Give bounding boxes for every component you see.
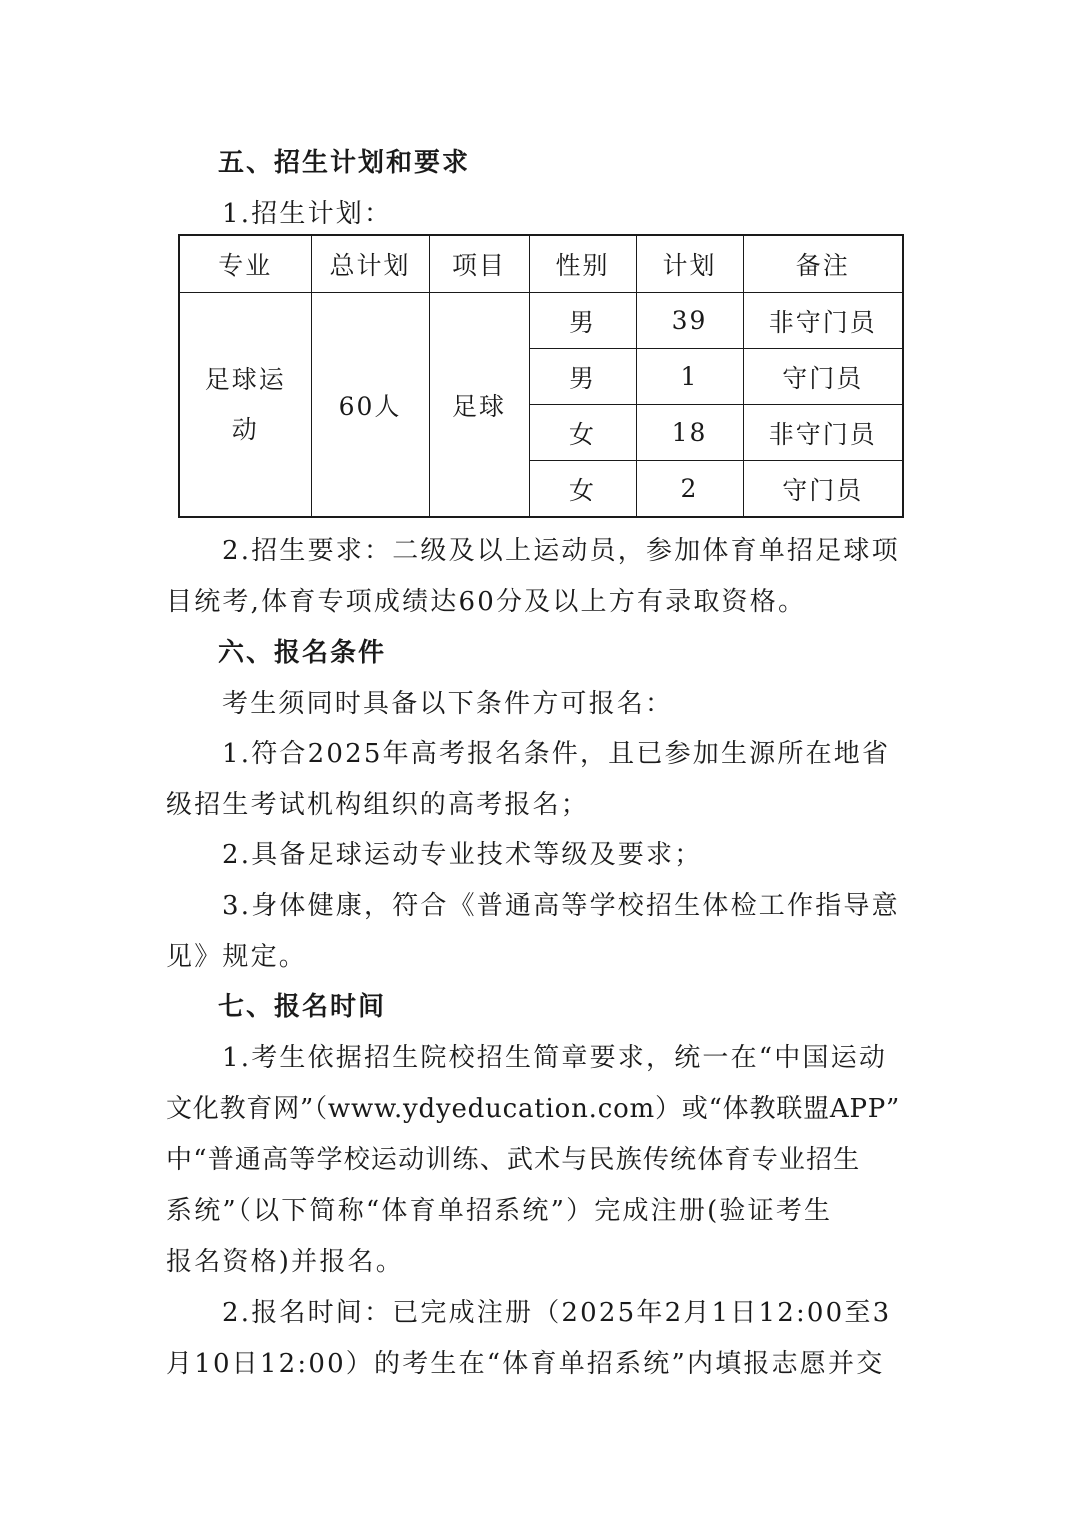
- plan-label: 1.招生计划：: [222, 199, 393, 229]
- cell-total: 60人: [311, 293, 429, 518]
- cell-note: 守门员: [743, 461, 903, 518]
- cell-plan: 1: [636, 349, 743, 405]
- registration-2-line-1: 2.报名时间：已完成注册（2025年2月1日12:00至3: [222, 1298, 892, 1328]
- cell-item: 足球: [429, 293, 529, 518]
- table-header-row: [179, 235, 903, 293]
- header-gender: 性别: [529, 235, 636, 293]
- cell-plan: 2: [636, 461, 743, 518]
- registration-1-line-2: 文化教育网”（www.ydyeducation.com）或“体教联盟APP”: [166, 1094, 901, 1124]
- cell-plan: 39: [636, 293, 743, 349]
- cell-gender: 女: [529, 461, 636, 518]
- registration-1-line-5: 报名资格)并报名。: [166, 1247, 404, 1277]
- cell-gender: 男: [529, 349, 636, 405]
- condition-1-line-1: 1.符合2025年高考报名条件，且已参加生源所在地省: [222, 739, 891, 769]
- table-row: [179, 293, 903, 349]
- registration-1-line-4: 系统”（以下简称“体育单招系统”）完成注册(验证考生: [166, 1196, 833, 1226]
- header-note: 备注: [743, 235, 903, 293]
- section-5-heading: 五、招生计划和要求: [218, 148, 471, 178]
- requirement-line-1: 2.招生要求：二级及以上运动员，参加体育单招足球项: [222, 536, 900, 566]
- cell-gender: 男: [529, 293, 636, 349]
- registration-1-line-1: 1.考生依据招生院校招生简章要求，统一在“中国运动: [222, 1043, 888, 1073]
- section-7-heading: 七、报名时间: [218, 992, 387, 1022]
- registration-2-line-2: 月10日12:00）的考生在“体育单招系统”内填报志愿并交: [166, 1349, 885, 1379]
- header-total: 总计划: [311, 235, 429, 293]
- condition-1-line-2: 级招生考试机构组织的高考报名；: [166, 790, 590, 820]
- cell-major: 足球运动: [179, 293, 311, 518]
- cell-note: 非守门员: [743, 293, 903, 349]
- cell-note: 非守门员: [743, 405, 903, 461]
- condition-3-line-2: 见》规定。: [166, 942, 308, 972]
- header-item: 项目: [429, 235, 529, 293]
- header-plan: 计划: [636, 235, 743, 293]
- requirement-line-2: 目统考,体育专项成绩达60分及以上方有录取资格。: [166, 587, 807, 617]
- enrollment-plan-table: [178, 234, 904, 518]
- registration-1-line-3: 中“普通高等学校运动训练、武术与民族传统体育专业招生: [166, 1145, 861, 1175]
- conditions-intro: 考生须同时具备以下条件方可报名：: [222, 689, 674, 719]
- cell-gender: 女: [529, 405, 636, 461]
- condition-2: 2.具备足球运动专业技术等级及要求；: [222, 840, 703, 870]
- condition-3-line-1: 3.身体健康，符合《普通高等学校招生体检工作指导意: [222, 891, 900, 921]
- header-major: 专业: [179, 235, 311, 293]
- cell-note: 守门员: [743, 349, 903, 405]
- section-6-heading: 六、报名条件: [218, 638, 387, 668]
- cell-plan: 18: [636, 405, 743, 461]
